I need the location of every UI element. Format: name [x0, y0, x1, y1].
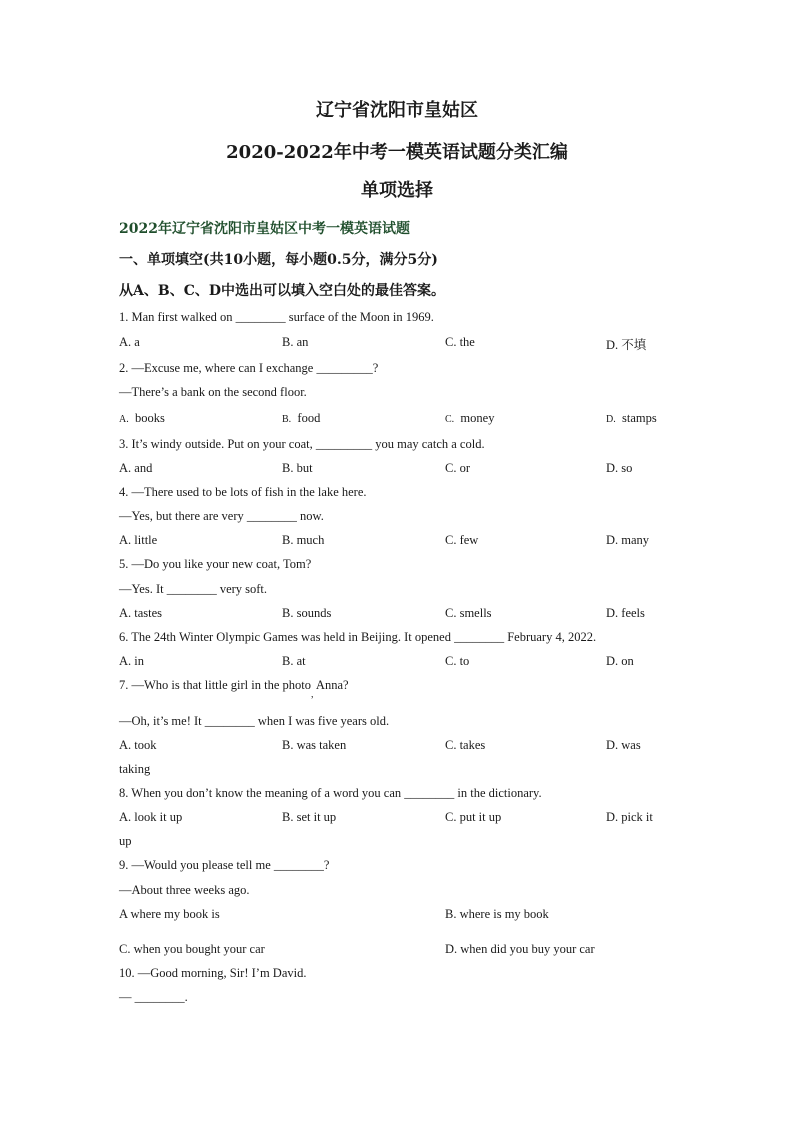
q8-option-d: D. pick it [606, 810, 653, 824]
q5-option-c: C. smells [445, 606, 492, 620]
q7-option-b: B. was taken [282, 738, 347, 752]
doc-title-topic: 单项选择 [361, 180, 433, 201]
q5-option-b: B. sounds [282, 606, 332, 620]
doc-title-collection: 2020-2022年中考一模英语试题分类汇编 [226, 142, 568, 163]
q2-option-d: D. stamps [606, 411, 657, 425]
q4-option-c: C. few [445, 533, 479, 547]
q9-option-c: C. when you bought your car [119, 942, 265, 956]
question-5-reply: —Yes. It ________ very soft. [119, 582, 268, 596]
q3-option-d: D. so [606, 461, 633, 475]
q3-option-b: B. but [282, 461, 313, 475]
question-7-stem: 7. —Who is that little girl in the photo$_,$ Anna? [119, 678, 349, 700]
question-9-stem: 9. —Would you please tell me ________? [119, 858, 330, 872]
question-7-reply: —Oh, it’s me! It ________ when I was five years old. [119, 714, 390, 728]
question-8-stem: 8. When you don’t know the meaning of a word you can ________ in the dictionary. [119, 786, 542, 800]
q9-option-b: B. where is my book [445, 907, 549, 921]
q2-option-b: B. food [282, 411, 321, 425]
q4-option-b: B. much [282, 533, 325, 547]
q9-option-a: A where my book is [119, 907, 220, 921]
question-5-stem: 5. —Do you like your new coat, Tom? [119, 557, 312, 571]
q6-option-d: D. on [606, 654, 634, 668]
section-title: 2022年辽宁省沈阳市皇姑区中考一模英语试题 [119, 221, 410, 237]
question-10-stem: 10. —Good morning, Sir! I’m David. [119, 966, 307, 980]
q7-option-d-wrap: taking [119, 762, 151, 776]
q9-option-d: D. when did you buy your car [445, 942, 595, 956]
question-3-stem: 3. It’s windy outside. Put on your coat, _________ you may catch a cold. [119, 437, 485, 451]
q8-option-b: B. set it up [282, 810, 337, 824]
question-4-stem: 4. —There used to be lots of fish in the lake here. [119, 485, 367, 499]
question-2-stem: 2. —Excuse me, where can I exchange _________? [119, 361, 379, 375]
q1-option-c: C. the [445, 335, 475, 349]
q7-option-a: A. took [119, 738, 157, 752]
q5-option-a: A. tastes [119, 606, 163, 620]
q2-option-a: A. books [119, 411, 165, 425]
q6-option-a: A. in [119, 654, 144, 668]
question-10-reply: — ________. [119, 990, 188, 1004]
q8-option-c: C. put it up [445, 810, 502, 824]
q1-option-b: B. an [282, 335, 309, 349]
question-1-stem: 1. Man first walked on ________ surface of the Moon in 1969. [119, 310, 434, 324]
q3-option-c: C. or [445, 461, 470, 475]
q4-option-d: D. many [606, 533, 650, 547]
question-4-reply: —Yes, but there are very ________ now. [119, 509, 324, 523]
q5-option-d: D. feels [606, 606, 645, 620]
question-9-reply: —About three weeks ago. [119, 883, 250, 897]
q4-option-a: A. little [119, 533, 158, 547]
q7-option-d: D. was [606, 738, 641, 752]
q6-option-b: B. at [282, 654, 306, 668]
q1-option-d: D. 不填 [606, 338, 647, 352]
q7-option-c: C. takes [445, 738, 486, 752]
q6-option-c: C. to [445, 654, 470, 668]
q1-option-a: A. a [119, 335, 140, 349]
q8-option-d-wrap: up [119, 834, 132, 848]
question-6-stem: 6. The 24th Winter Olympic Games was held in Beijing. It opened ________ February 4, 2022. [119, 630, 597, 644]
q3-option-a: A. and [119, 461, 153, 475]
doc-title-region: 辽宁省沈阳市皇姑区 [316, 100, 478, 121]
question-2-reply: —There’s a bank on the second floor. [119, 385, 307, 399]
instruction: 从A、B、C、D中选出可以填入空白处的最佳答案。 [119, 283, 445, 299]
q2-option-c: C. money [445, 411, 495, 425]
part-heading: 一、单项填空(共10小题，每小题0.5分，满分5分) [119, 252, 438, 268]
q8-option-a: A. look it up [119, 810, 183, 824]
